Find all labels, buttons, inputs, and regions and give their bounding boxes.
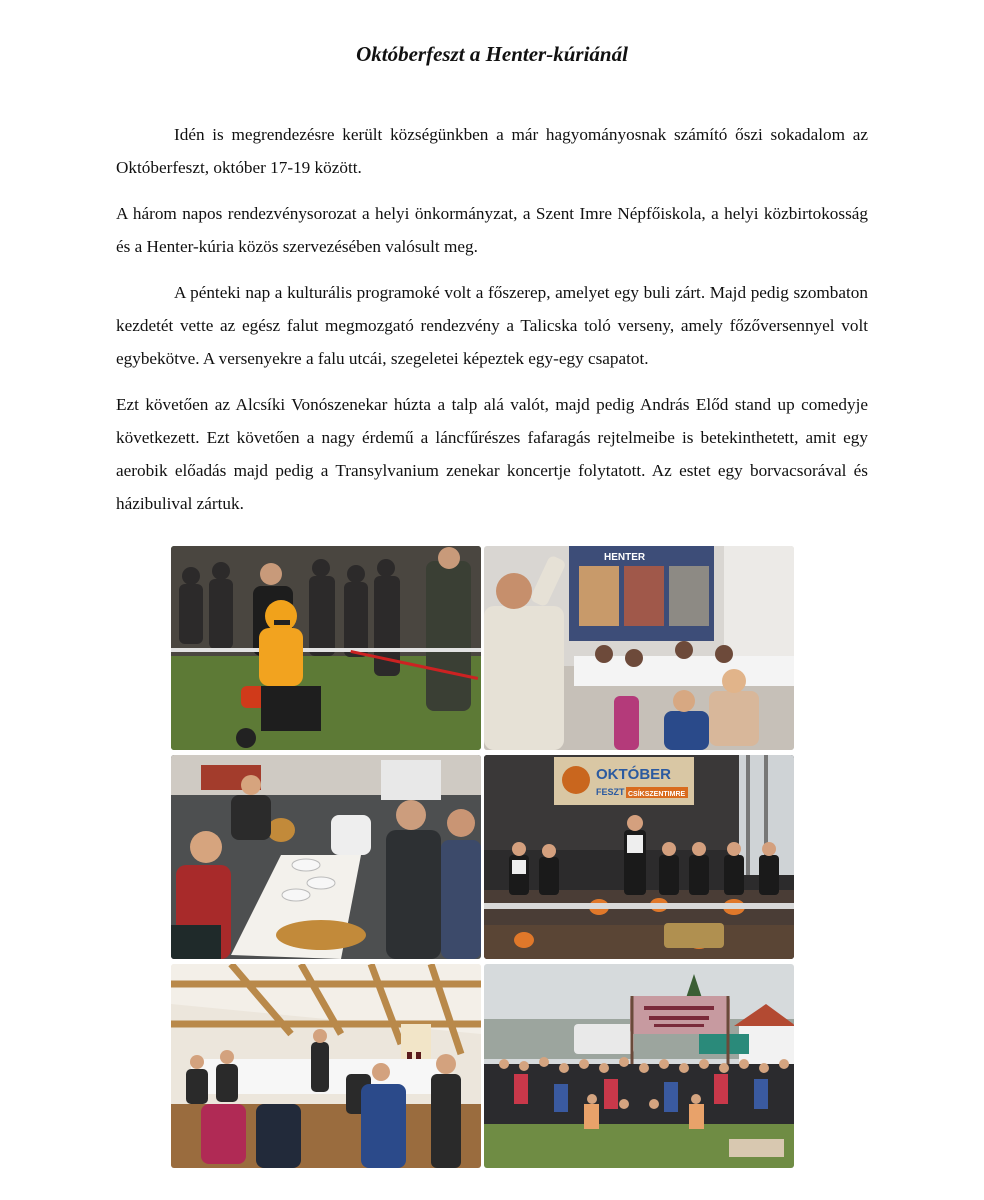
- paragraph-3: A pénteki nap a kulturális programoké volt a főszerep, amelyet egy buli zárt. Majd pedig szombaton kezdetét vette az egész falut megmozgató rendezvény a Talicska toló verseny, amely főzőversennyel volt egybekötve. A versenyekre a falu utcái, szegeletei képeztek egy-egy csapatot.: [116, 283, 868, 368]
- paragraph-2: A három napos rendezvénysorozat a helyi önkormányzat, a Szent Imre Népfőiskola, a helyi közbirtokosság és a Henter-kúria közös szervezésében valósult meg.: [116, 204, 868, 256]
- document-title: Októberfeszt a Henter-kúriánál: [356, 42, 628, 66]
- banner-text-location: CSÍKSZENTIMRE: [628, 791, 686, 798]
- photo-group-outdoors: [484, 964, 794, 1168]
- photo-wheelbarrow-race: [171, 546, 481, 750]
- banner-text-feszt: FESZT: [596, 787, 625, 797]
- paragraph-1: Idén is megrendezésre került községünkben a már hagyományosnak számító őszi sokadalom az Októberfeszt, október 17-19 között.: [116, 125, 868, 177]
- banner-text-henter: HENTER: [604, 552, 646, 563]
- photo-wine-dinner: [171, 964, 481, 1168]
- photo-collage: [171, 546, 794, 1168]
- photo-cooking-contest: [171, 755, 481, 959]
- photo-workshop-room: [484, 546, 794, 750]
- banner-text-oktober: OKTÓBER: [596, 766, 671, 783]
- photo-stage-concert: [484, 755, 794, 959]
- document-body: [116, 118, 868, 533]
- paragraph-4: Ezt követően az Alcsíki Vonószenekar húzta a talp alá valót, majd pedig András Előd stand up comedyje következett. Ezt követően a nagy érdemű a láncfűrészes fafaragás rejtelmeibe is betekinthetett, amit egy aerobik előadás majd pedig a Transylvanium zenekar koncertje folytatott. Az estet egy borvacsorával és házibulival zártuk.: [116, 395, 868, 513]
